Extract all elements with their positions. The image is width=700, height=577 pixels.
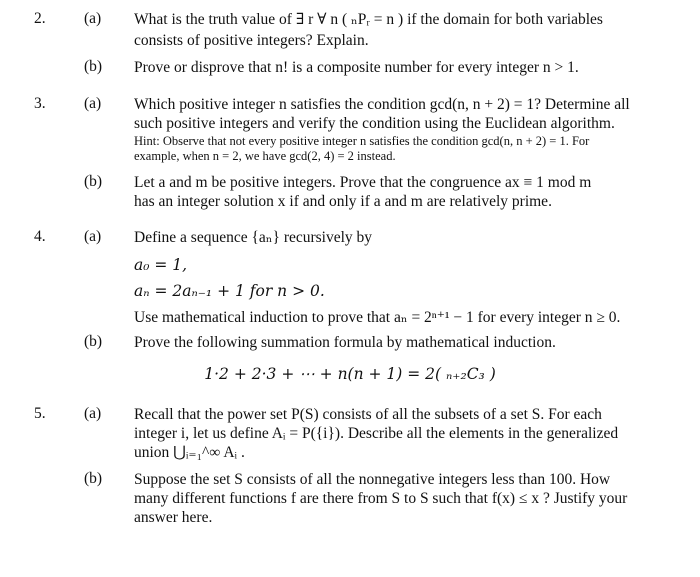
q4a-equation-base: a₀ = 1, <box>134 256 188 274</box>
q4b-line1: Prove the following summation formula by mathematical induction. <box>134 334 556 351</box>
q3a-hint-line2: example, when n = 2, we have gcd(2, 4) = 2 instead. <box>134 149 396 163</box>
question-number: 5. <box>34 405 46 422</box>
q2a-line2: consists of positive integers? Explain. <box>134 32 369 49</box>
part-label: (b) <box>84 470 103 487</box>
part-label: (b) <box>84 333 103 350</box>
q3b-line2: has an integer solution x if and only if a and m are relatively prime. <box>134 193 552 210</box>
q5b-line1: Suppose the set S consists of all the nonnegative integers less than 100. How <box>134 471 611 488</box>
q4a-equation-recursive: aₙ = 2aₙ₋₁ + 1 for n > 0. <box>134 282 325 300</box>
q5b-line2: many different functions f are there from S to S such that f(x) ≤ x ? Justify your <box>134 490 628 507</box>
q4b-summation-formula: 1·2 + 2·3 + ⋯ + n(n + 1) = 2( ₙ₊₂C₃ ) <box>204 365 496 383</box>
part-label: (a) <box>84 10 102 27</box>
q3a-line2: such positive integers and verify the condition using the Euclidean algorithm. <box>134 115 615 132</box>
q5a-line1: Recall that the power set P(S) consists of all the subsets of a set S. For each <box>134 406 602 423</box>
question-number: 3. <box>34 95 46 112</box>
q3a-line1: Which positive integer n satisfies the condition gcd(n, n + 2) = 1? Determine all <box>134 96 630 113</box>
q4a-line1: Define a sequence {aₙ} recursively by <box>134 229 373 246</box>
q2b-line1: Prove or disprove that n! is a composite number for every integer n > 1. <box>134 59 579 76</box>
q2a-line1: What is the truth value of ∃ r ∀ n ( ₙPᵣ = n ) if the domain for both variables <box>134 11 603 28</box>
part-label: (a) <box>84 405 102 422</box>
question-number: 2. <box>34 10 46 27</box>
q5b-line3: answer here. <box>134 509 213 526</box>
q3a-hint-line1: Hint: Observe that not every positive integer n satisfies the condition gcd(n, n + 2) = 1. For <box>134 134 590 148</box>
part-label: (a) <box>84 95 102 112</box>
q3b-line1: Let a and m be positive integers. Prove that the congruence ax ≡ 1 mod m <box>134 174 592 191</box>
q5a-line3: union ⋃ᵢ₌₁^∞ Aᵢ . <box>134 444 245 461</box>
part-label: (b) <box>84 58 103 75</box>
part-label: (b) <box>84 173 103 190</box>
q4a-line2: Use mathematical induction to prove that aₙ = 2ⁿ⁺¹ − 1 for every integer n ≥ 0. <box>134 309 621 326</box>
q5a-line2: integer i, let us define Aᵢ = P({i}). Describe all the elements in the generalized <box>134 425 619 442</box>
part-label: (a) <box>84 228 102 245</box>
question-number: 4. <box>34 228 46 245</box>
